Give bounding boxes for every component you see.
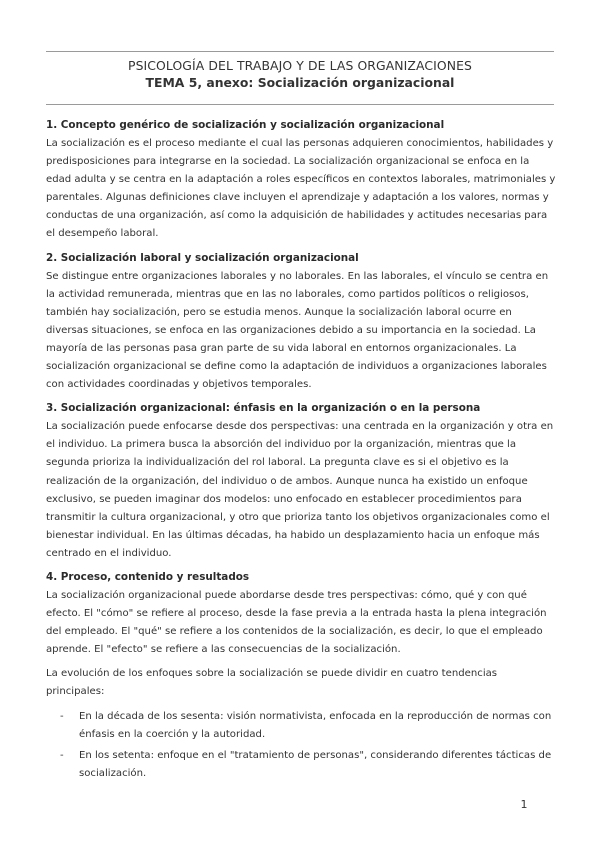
- list-item: [46, 708, 556, 744]
- tendencies-list: [46, 708, 556, 783]
- list-item-text: En la década de los sesenta: visión normativista, enfocada en la reproducción de normas con énfasis en la coerción y la autoridad.: [79, 710, 552, 740]
- section-heading: 4. Proceso, contenido y resultados: [46, 570, 250, 583]
- section-concepto: [46, 117, 556, 244]
- page-number: 1: [520, 798, 528, 811]
- section-proceso: [46, 569, 556, 783]
- section-heading: 3. Socialización organizacional: énfasis en la organización o en la persona: [46, 402, 481, 415]
- header-top-rule: [46, 51, 554, 52]
- section-heading: 1. Concepto genérico de socialización y socialización organizacional: [46, 119, 445, 131]
- section-paragraph: La socialización puede enfocarse desde dos perspectivas: una centrada en la organización y otra en el individuo. La primera busca la absorción del individuo por la organización, mientras que la segunda prioriza la individualización del rol laboral. La pregunta clave es si el objetivo es la realización de la organización, del individuo o de ambos. Aunque nunca ha existido un enfoque exclusivo, se pueden imaginar dos modelos: uno enfocado en establecer procedimientos para transmitir la cultura organizacional, y otro que prioriza tanto los objetivos organizacionales como el bienestar individual. En las últimas décadas, ha habido un desplazamiento hacia un enfoque más centrado en el individuo.: [46, 421, 554, 559]
- document-body: [46, 117, 556, 786]
- page-header: [46, 58, 554, 91]
- section-paragraph: La socialización organizacional puede abordarse desde tres perspectivas: cómo, qué y con qué efecto. El "cómo" se refiere al proceso, desde la fase previa a la entrada hasta la plena integración del empleado. El "qué" se refiere a los contenidos de la socialización, es decir, lo que el empleado aprende. El "efecto" se refiere a las consecuencias de la socialización.: [46, 589, 547, 656]
- list-item: [46, 747, 556, 783]
- dash-bullet: -: [60, 749, 64, 761]
- section-paragraph: Se distingue entre organizaciones laborales y no laborales. En las laborales, el vínculo se centra en la actividad remunerada, mientras que en las no laborales, como partidos políticos o religiosos, también hay socialización, pero se estudia menos. Aunque la socialización laboral ocurre en diversas situaciones, se enfoca en las organizaciones debido a su importancia en la sociedad. La mayoría de las personas pasa gran parte de su vida laboral en entornos organizacionales. La socialización organizacional se define como la adaptación de individuos a organizaciones laborales con actividades coordinadas y objetivos temporales.: [46, 270, 549, 391]
- course-title: PSICOLOGÍA DEL TRABAJO Y DE LAS ORGANIZACIONES: [128, 58, 472, 73]
- list-item-text: En los setenta: enfoque en el "tratamiento de personas", considerando diferentes tácticas de socialización.: [79, 749, 552, 779]
- section-socializacion-laboral: [46, 250, 556, 395]
- topic-title: TEMA 5, anexo: Socialización organizacional: [145, 75, 455, 90]
- section-enfasis: [46, 400, 556, 563]
- section-paragraph: La evolución de los enfoques sobre la socialización se puede dividir en cuatro tendencias principales:: [46, 668, 498, 698]
- header-bottom-rule: [46, 104, 554, 105]
- section-paragraph: La socialización es el proceso mediante el cual las personas adquieren conocimientos, habilidades y predisposiciones para integrarse en la sociedad. La socialización organizacional se enfoca en la edad adulta y se centra en la adaptación a roles específicos en contextos laborales, matrimoniales y parentales. Algunas definiciones clave incluyen el aprendizaje y adaptación a los valores, normas y conductas de una organización, así como la adquisición de habilidades y actitudes necesarias para el desempeño laboral.: [46, 138, 556, 240]
- section-heading: 2. Socialización laboral y socialización organizacional: [46, 251, 359, 264]
- dash-bullet: -: [60, 710, 64, 722]
